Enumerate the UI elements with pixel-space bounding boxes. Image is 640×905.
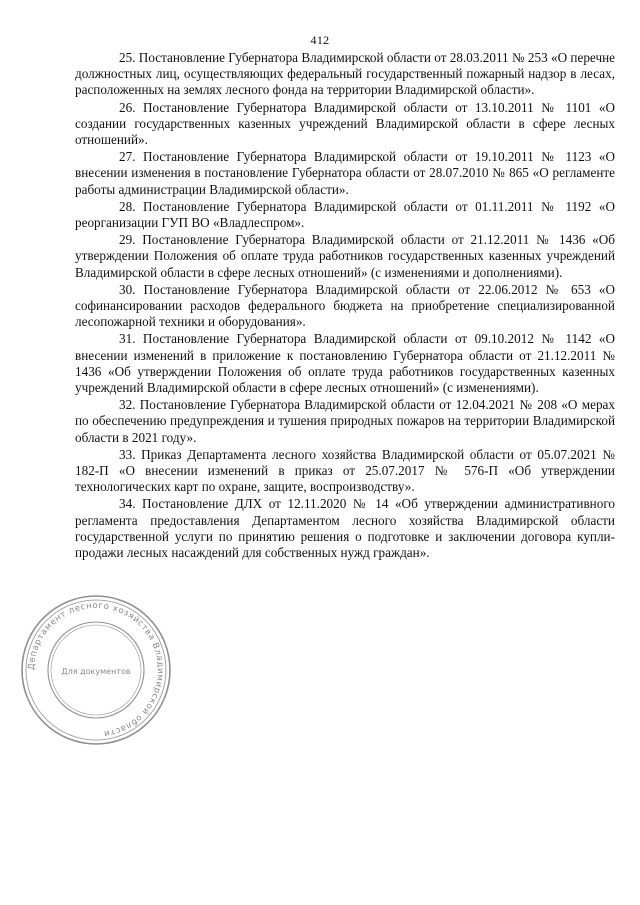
list-item: 26. Постановление Губернатора Владимирской области от 13.10.2011 № 1101 «О создании государственных казенных учреждений Владимирской области в сфере лесных отношений».: [75, 99, 615, 148]
list-item: 28. Постановление Губернатора Владимирской области от 01.11.2011 № 1192 «О реорганизации ГУП ВО «Владлеспром».: [75, 198, 615, 231]
list-item: 30. Постановление Губернатора Владимирской области от 22.06.2012 № 653 «О софинансировании расходов федерального бюджета на приобретение специализированной лесопожарной техники и оборудования».: [75, 281, 615, 330]
list-item: 32. Постановление Губернатора Владимирской области от 12.04.2021 № 208 «О мерах по обеспечению предупреждения и тушения природных пожаров на территории Владимирской области в 2021 году».: [75, 397, 615, 445]
svg-text:Департамент лесного хозяйства: [27, 601, 165, 739]
list-item: 31. Постановление Губернатора Владимирской области от 09.10.2012 № 1142 «О внесении изменений в приложение к постановлению Губернатора области от 21.12.2011 № 1436 «Об утверждении Положения об оплате труда работников государственных казенных учреждений Владимирской области в сфере лесных отношений» (с изменениями).: [75, 331, 615, 396]
list-item: 34. Постановление ДЛХ от 12.11.2020 № 14 «Об утверждении административного регламента предоставления Департаментом лесного хозяйства Владимирской области государственной услуги по принятию решения о подготовке и заключении договора купли-продажи лесных насаждений для собственных нужд граждан».: [75, 496, 615, 561]
legal-acts-list: [75, 50, 615, 562]
official-seal-stamp: [16, 590, 176, 750]
list-item: 27. Постановление Губернатора Владимирской области от 19.10.2011 № 1123 «О внесении изменения в постановление Губернатора области от 28.07.2010 № 865 «О регламенте работы администрации Владимирской области».: [75, 149, 615, 197]
list-item: 25. Постановление Губернатора Владимирской области от 28.03.2011 № 253 «О перечне должностных лиц, осуществляющих федеральный государственный пожарный надзор в лесах, расположенных на землях лесного фонда на территории Владимирской области».: [75, 50, 615, 98]
stamp-inner-text: Для документов: [61, 667, 131, 676]
list-item: 33. Приказ Департамента лесного хозяйства Владимирской области от 05.07.2021 № 182-П «О внесении изменений в приказ от 25.07.2017 № 576-П «Об утверждении технологических карт по охране, защите, воспроизводству».: [75, 446, 615, 495]
list-item: 29. Постановление Губернатора Владимирской области от 21.12.2011 № 1436 «Об утверждении Положения об оплате труда работников государственных казенных учреждений Владимирской области в сфере лесных отношений» (с изменениями и дополнениями).: [75, 232, 615, 280]
page-number: 412: [310, 33, 330, 47]
stamp-outer-text: Департамент лесного хозяйства Владимирской области: [26, 600, 166, 739]
